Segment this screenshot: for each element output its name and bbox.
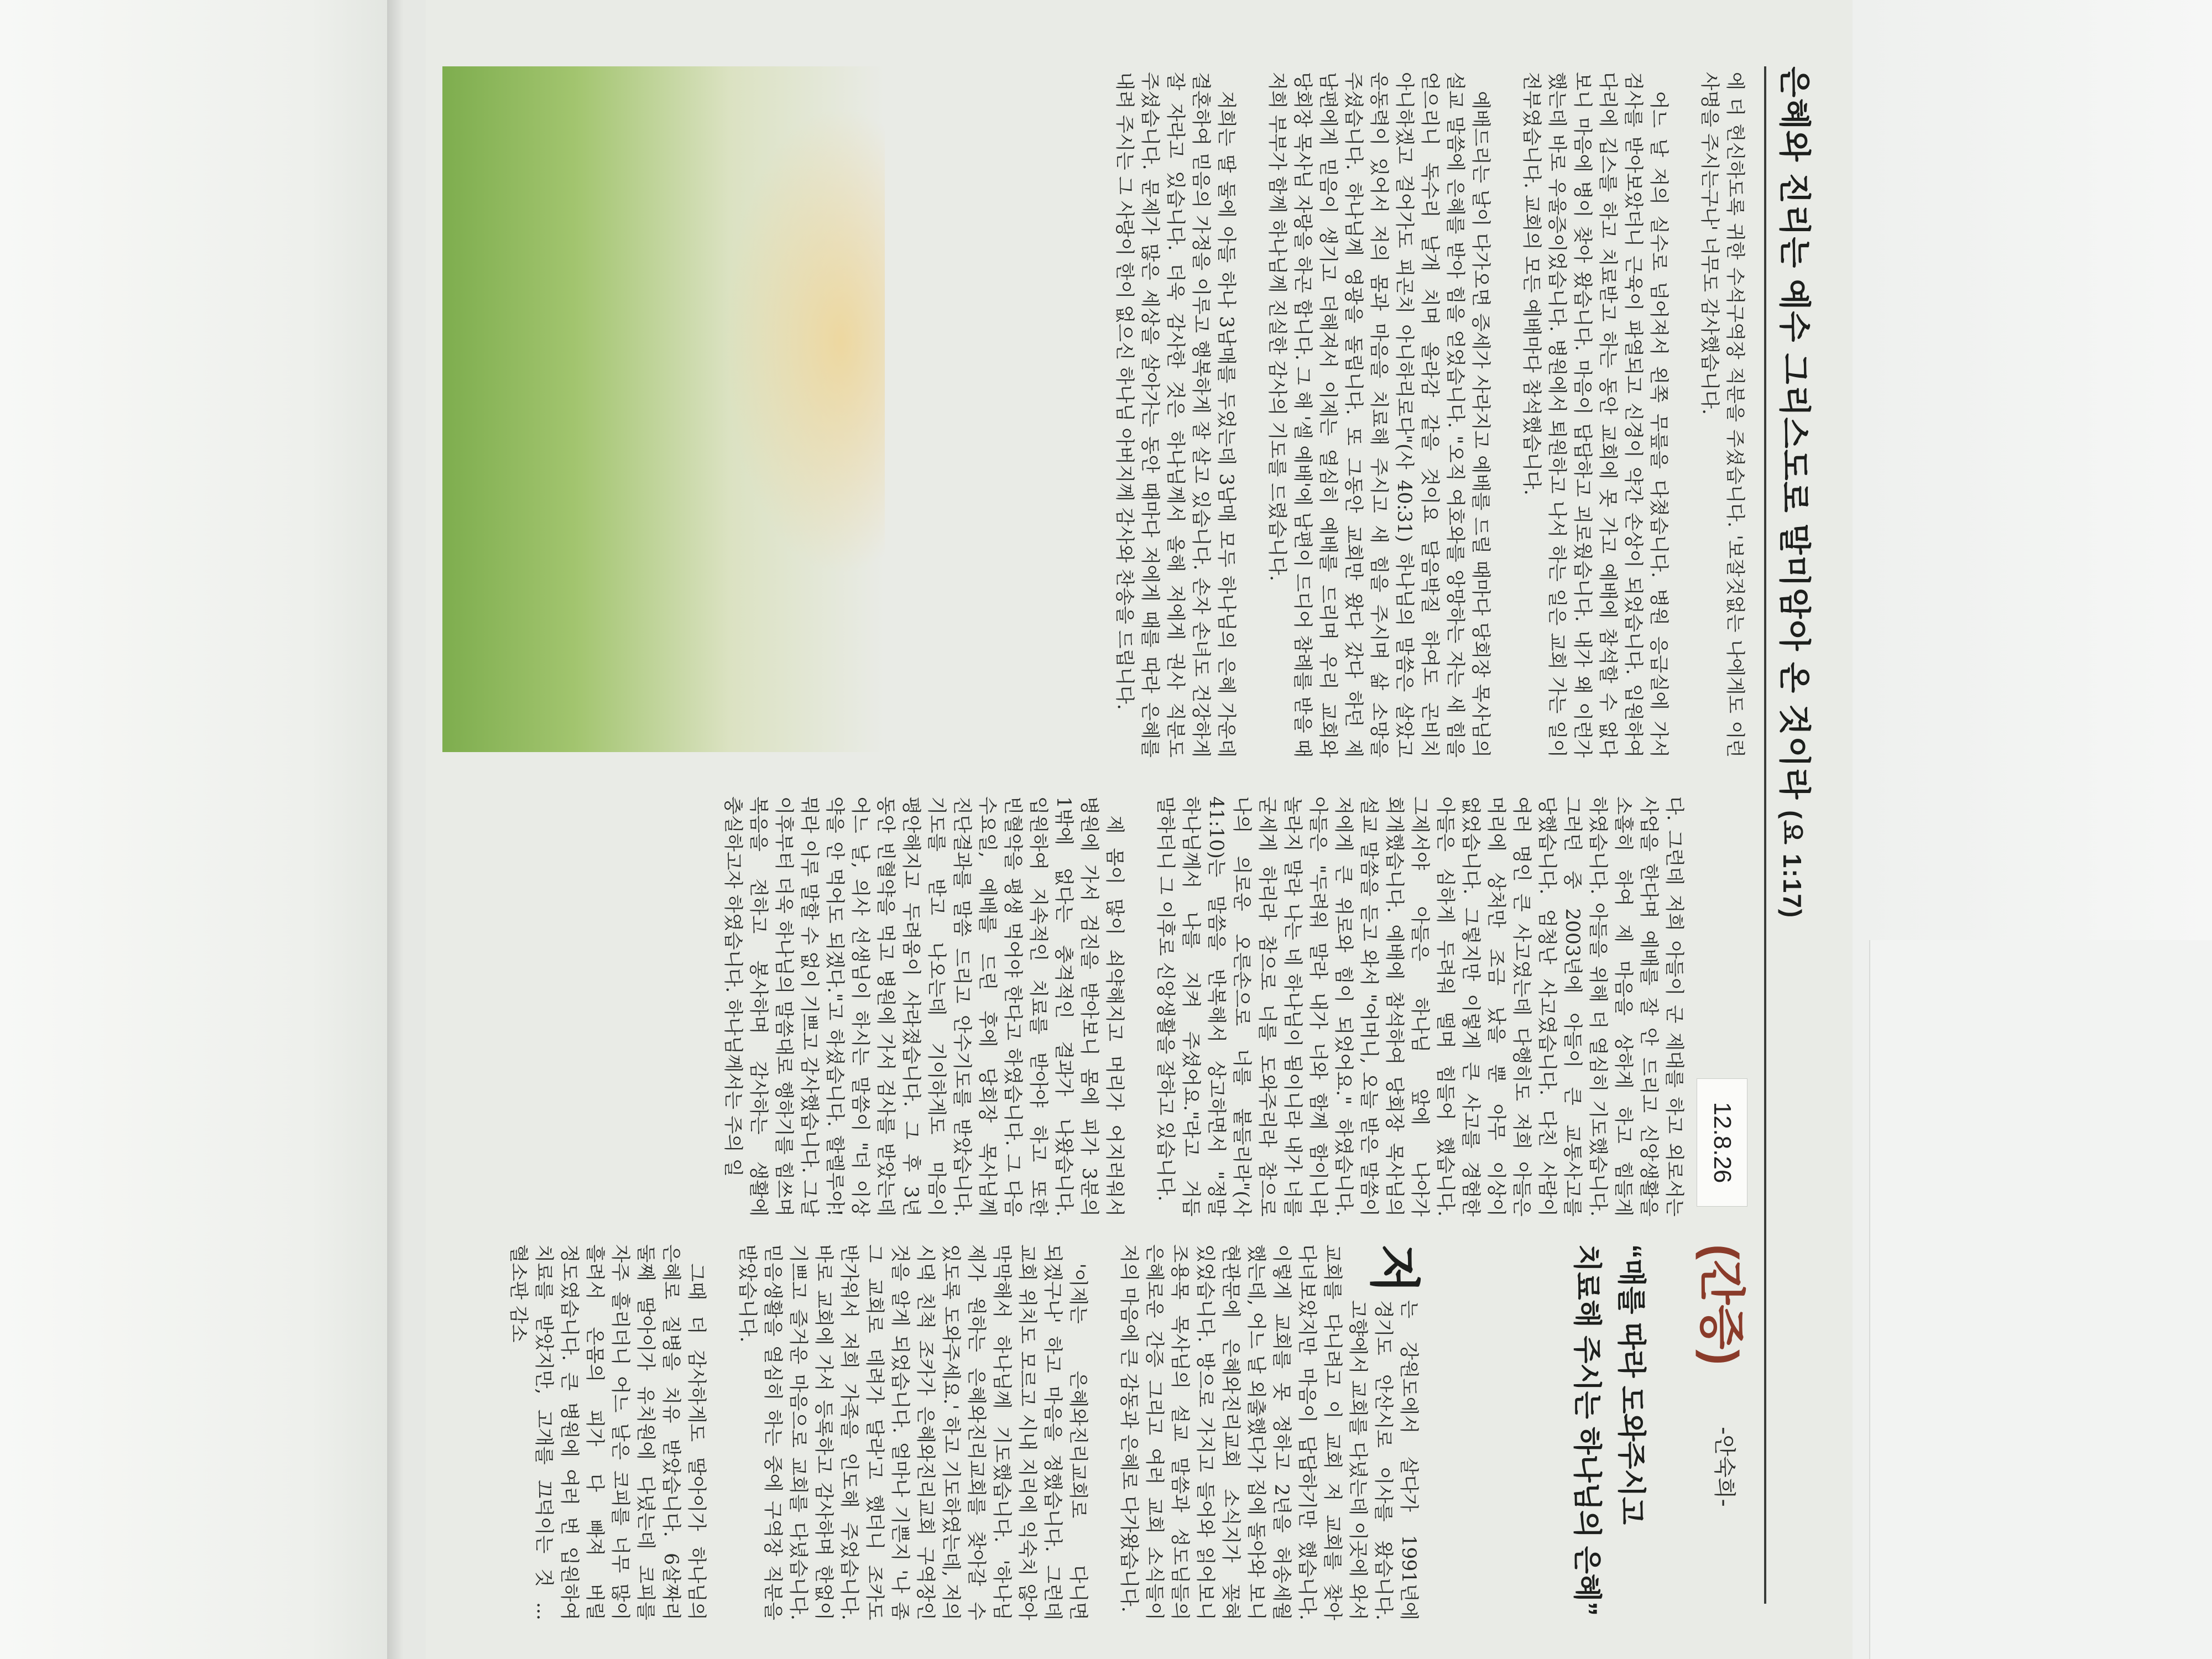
column-3-paragraph-1: 에 더 헌신하도록 귀한 수석구역장 직분을 주셨습니다. '보잘것없는 나에게도 이런 사명을 주시는구나' 너무도 감사했습니다. [1698,72,1746,758]
dropcap: 저 [1365,1244,1422,1293]
column-3-paragraph-3: 예배드리는 날이 다가오면 증세가 사라지고 예배를 드릴 때마다 당회장 목사님의 설교 말씀에 은혜를 받아 힘을 얻었습니다. "오직 여호와를 앙망하는 자는 새 힘을 얻으리니 독수리 날개 치며 올라감 같을 것이요 달음박질 하여도 곤비치 아니하겠고 걸어가도 피곤치 아니하리로다"(사 40:31) 하나님의 말씀은 살았고 운동력이 있어서 저의 몸과 마음을 치료해 주시고 새 힘을 주시며 삶 소망을 주셨습니다. 하나님께 영광을 돌립니다. 또 그동안 교회만 왔다 갔다 하던 제 남편에게 믿음이 생기고 더해져서 이제는 열심히 예배를 드리며 우리 교회와 당회장 목사님 자랑을 하곤 합니다. 그 해 '셀 예배'에 남편이 드디어 참례를 받을 때 저희 부부가 함께 하나님께 진실한 감사의 기도를 드렸습니다. [1266,72,1491,758]
article-column-2 [437,796,1687,1217]
right-blank-sheet-lower [1869,940,2212,1659]
article-column-3 [437,72,1747,758]
column-2-paragraph-2: 제 몸이 많이 쇠약해지고 머리가 어지러워서 병원에 가서 검진을 받아보니 몸에 피가 3분의 1밖에 없다는 충격적인 결과가 나왔습니다. 입원하여 지속적인 치료를 받아야 하고 또한 빈혈약을 평생 먹어야 한다고 하였습니다. 그 다음 수요일, 예배를 드린 후에 당회장 목사님께 진단결과를 말씀 드리고 안수기도를 받았습니다. 기도를 받고 나오는데 기이하게도 마음이 평안해지고 두려움이 사라졌습니다. 그 후 3년 동안 빈혈약을 먹고 병원에 가서 검사를 받았는데 어느 날, 의사 선생님이 하시는 말씀이 "더 이상 약을 안 먹어도 되겠다."고 하셨습니다. 할렐루야! 뭐라 이루 말할 수 없이 기쁘고 감사했습니다. 그날 이후부터 더욱 하나님의 말씀대로 행하기를 힘쓰며 복음을 전하고 봉사하며 감사하는 생활에 충실하고자 하였습니다. 하나님께서는 주의 일 [722,796,1125,1217]
column-2-paragraph-1: 다. 그런데 저희 아들이 군 제대를 하고 외로서는 사업을 한다며 예배를 잘 안 드리고 신앙생활을 소홀히 하여 제 마음을 상하게 하고 힘들게 하였습니다. 아들을 위해 더 열심히 기도했습니다. 그러던 중 2003년에 아들이 큰 교통사고를 당했습니다. 엄청난 사고였습니다. 다친 사람이 여러 명인 큰 사고였는데 다행히도 저희 아들은 머리에 상처만 조금 났을 뿐 아무 이상이 없었습니다. 그렇지만 이렇게 큰 사고를 경험한 아들은 심하게 두려워 떨며 힘들어 했습니다. 그제서야 아들은 하나님 앞에 나아가 회개했습니다. 예배에 참석하여 당회장 목사님의 설교 말씀을 듣고 와서 "어머니, 오늘 받은 말씀이 저에게 큰 위로와 힘이 되었어요." 하였습니다. 아들은 "두려워 말라 내가 너와 함께 함이니라 놀라지 말라 나는 네 하나님이 됨이니라 내가 너를 굳세게 하리라 참으로 너를 도와주리라 참으로 나의 의로운 오른손으로 너를 붙들리라"(사 41:10)는 말씀을 반복해서 상고하면서 "정말 하나님께서 나를 지켜 주셨어요."라고 거듭 말하더니 그 이후로 신앙생활을 잘하고 있습니다. [1154,796,1685,1217]
article-column-1 [437,1244,1421,1620]
article-kicker: (간증) [1695,1244,1747,1365]
page-title-text: 은혜와 진리는 예수 그리스도로 말미암아 온 것이라 [1776,66,1812,801]
column-1-paragraph-1-text: 는 강원도에서 살다가 1991년에 경기도 안산시로 이사를 왔습니다. 고향에서 교회를 다녔는데 이곳에 와서 교회를 다니려고 이 교회 저 교회를 찾아 다녀보았지만 마음이 답답하기만 했습니다. 이렇게 교회를 못 정하고 2년을 허송세월 했는데, 어느 날 외출했다가 집에 돌아와 보니 현관문에 은혜와진리교회 소식지가 꽂혀 있었습니다. 방으로 가지고 들어와 읽어보니 조용목 목사님의 설교 말씀과 성도님들의 은혜로운 간증 그리고 여러 교회 소식들이 저의 마음에 큰 감동과 은혜로 다가왔습니다. [1118,1244,1420,1620]
page-edge-shadow [387,0,404,1659]
page-title-reference: (요 1:17) [1778,810,1807,919]
article-byline: -안숙희- [1712,1427,1737,1507]
article-subtitle-line2: 치료해 주시는 하나님의 은혜” [1571,1244,1603,1616]
column-3-paragraph-2: 어느 날 저의 실수로 넘어져서 왼쪽 무릎을 다쳤습니다. 병원 응급실에 가서 검사를 받아보았더니 근육이 파열되고 신경이 약간 손상이 되었습니다. 입원하여 다리에 깁스를 하고 치료받고 하는 동안 교회에 못 가고 예배에 참석할 수 없다 보니 마음에 병이 찾아 왔습니다. 마음이 답답하고 괴로웠습니다. 내가 왜 이런가 했는데 바로 우울증이었습니다. 병원에서 퇴원하고 나서 하는 일은 교회 가는 일이 전부였습니다. 교회의 모든 예배마다 참석했습니다. [1520,72,1670,758]
column-1-paragraph-1 [1116,1244,1421,1620]
article-subtitle-line1: “매를 따라 도와주시고 [1615,1244,1647,1525]
date-stamp: 12.8.26 [1697,1078,1747,1207]
column-1-paragraph-2: '이제는 은혜와진리교회로 다니면 되겠구나' 하고 마음을 정했습니다. 그런데 교회 위치도 모르고 시내 지리에 익숙치 않아 막막해서 하나님께 기도했습니다. '하나님 제가 원하는 은혜와진리교회를 찾아갈 수 있도록 도와주세요.' 하고 기도하였는데, 저의 시댁 친척 조카가 은혜와진리교회 구역장인 것을 알게 되었습니다. 얼마나 기쁜지 '나 좀 그 교회로 데려가 달라'고 했더니 조카도 반가워서 저희 가족을 인도해 주었습니다. 바로 교회에 가서 등록하고 감사하며 한없이 기쁘고 즐거운 마음으로 교회를 다녔습니다. 믿음생활을 열심히 하는 중에 구역장 직분을 받았습니다. [736,1244,1089,1620]
left-blank-sheet [0,0,387,1659]
article-subtitle [1564,1244,1653,1631]
page-title [1774,66,1820,919]
column-1-paragraph-3: 그때 더 감사하게도 딸아이가 하나님의 은혜로 질병을 치유 받았습니다. 6살짜리 둘째 딸아이가 유치원에 다녔는데 코피를 자주 흘리더니 어느 날은 코피를 너무 많이 흘려서 온몸의 피가 다 빠져 버릴 정도였습니다. 큰 병원에 여러 번 입원하여 치료를 받았지만, 고개를 끄덕이는 것 ... 혈소판 감소 [507,1244,707,1620]
newsletter-rotated [426,0,1853,1659]
article-header [1427,1244,1759,1631]
newsletter-page [387,0,1853,1659]
page-title-bar [1764,66,1830,1604]
column-3-paragraph-4: 저희는 딸 둘에 아들 하나 3남매를 두었는데 3남매 모두 하나님의 은혜 가운데 결혼하여 믿음의 가정을 이루고 행복하게 잘 살고 있습니다. 손자 손녀도 건강하게 잘 자라고 있습니다. 더욱 감사한 것은 하나님께서 올해 저에게 권사 직분도 주셨습니다. 문제가 많은 세상을 살아가는 동안 때마다 저에게 때를 따라 은혜를 내려 주시는 그 사랑이 한이 없으신 하나님 아버지께 감사와 찬송을 드립니다. [1113,72,1237,758]
